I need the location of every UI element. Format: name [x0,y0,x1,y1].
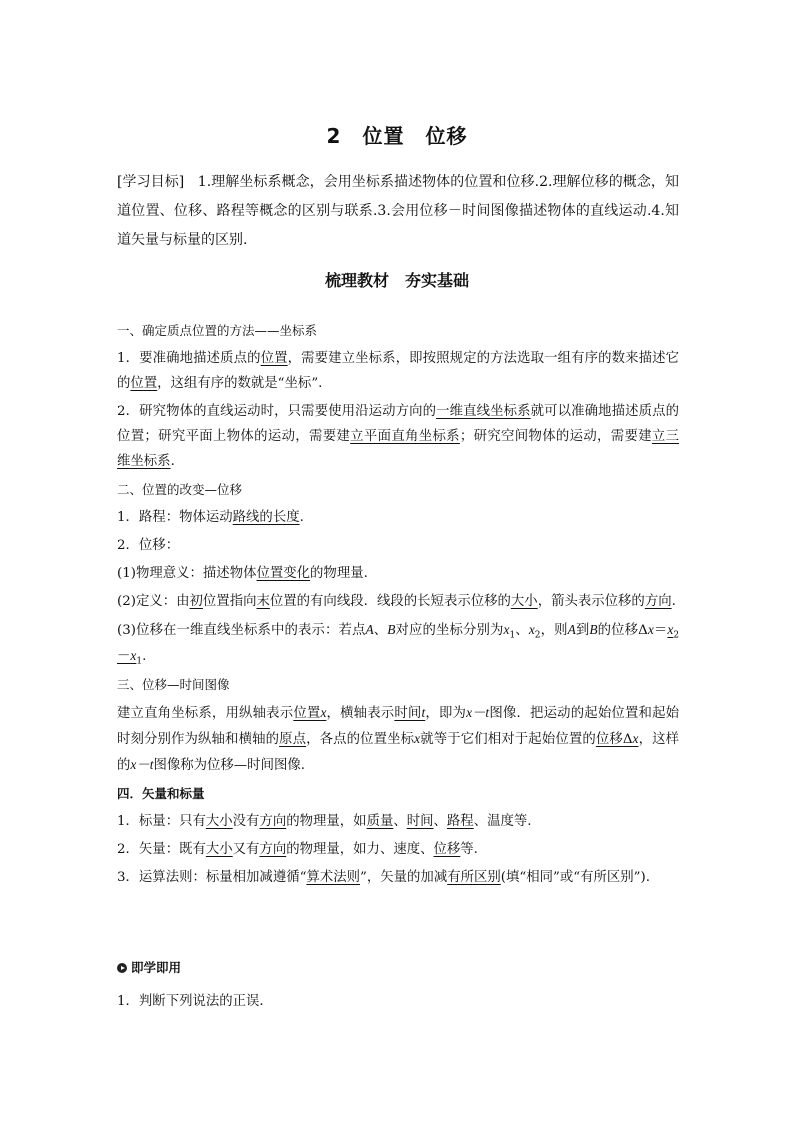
heading-vector-scalar: 四．矢量和标量 [117,786,205,801]
section-title: 梳理教材 夯实基础 [324,271,469,290]
play-circle-icon [117,963,127,973]
practice-label: 即学即用 [131,960,182,975]
paragraph-2-4: (2)定义：由初位置指向末位置的有向线段．线段的长短表示位移的大小，箭头表示位移的方向. [117,594,676,609]
heading-coordinate-system: 一、确定质点位置的方法——坐标系 [117,323,318,338]
paragraph-2-1: 1．路程：物体运动路线的长度. [117,510,304,525]
objectives-label: [学习目标] [117,174,185,190]
page-title: 2 位置 位移 [326,124,468,148]
learning-objectives [117,168,679,255]
paragraph-4-1: 1．标量：只有大小没有方向的物理量，如质量、时间、路程、温度等. [117,814,532,829]
content-body [117,318,679,893]
practice-heading [117,958,181,976]
paragraph-1-2: 2．研究物体的直线运动时，只需要使用沿运动方向的一维直线坐标系就可以准确地描述质点的位置；研究平面上物体的运动，需要建立平面直角坐标系；研究空间物体的运动，需要建立三维坐标系. [117,404,680,469]
heading-xt-graph: 三、位移—时间图像 [117,677,230,692]
paragraph-4-3: 3．运算法则：标量相加减遵循“算术法则”，矢量的加减有所区别(填“相同”或“有所区别”). [117,870,650,885]
paragraph-2-5: (3)位移在一维直线坐标系中的表示：若点A、B对应的坐标分别为$x_1$、$x_2$，则A到B的位移$\Delta x=x_2-x_1$. [117,622,680,667]
paragraph-2-3: (1)物理意义：描述物体位置变化的物理量. [117,566,368,581]
paragraph-1-1: 1．要准确地描述质点的位置，需要建立坐标系，即按照规定的方法选取一组有序的数来描述它的位置，这组有序的数就是“坐标”. [117,351,679,391]
objectives-text: 1.理解坐标系概念，会用坐标系描述物体的位置和位移.2.理解位移的概念，知道位置、位移、路程等概念的区别与联系.3.会用位移－时间图像描述物体的直线运动.4.知道矢量与标量的区别. [117,174,679,248]
paragraph-2-2: 2．位移： [117,538,180,553]
paragraph-4-2: 2．矢量：既有大小又有方向的物理量，如力、速度、位移等. [117,842,478,857]
question-1: 1．判断下列说法的正误． [117,994,273,1009]
paragraph-3-1: 建立直角坐标系，用纵轴表示位置x，横轴表示时间t，即为x－t图像．把运动的起始位置和起始时刻分别作为纵轴和横轴的原点，各点的位置坐标x就等于它们相对于起始位置的位移Δx，这样的x－t图像称为位移—时间图像. [117,705,680,773]
heading-displacement: 二、位置的改变—位移 [117,482,243,497]
